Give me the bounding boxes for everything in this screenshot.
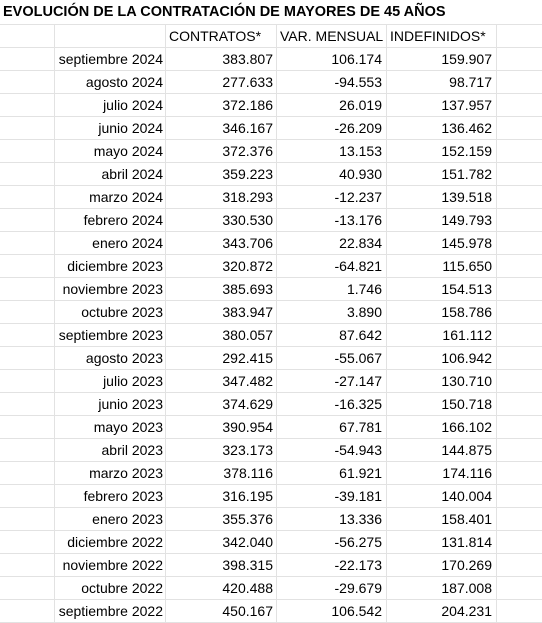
- row-cell-empty[interactable]: [0, 71, 55, 93]
- var-mensual-cell[interactable]: -54.943: [277, 439, 387, 461]
- month-cell[interactable]: diciembre 2022: [55, 531, 166, 553]
- indefinidos-cell[interactable]: 161.112: [387, 324, 497, 346]
- var-mensual-cell[interactable]: -16.325: [277, 393, 387, 415]
- row-cell-extra[interactable]: [497, 255, 542, 277]
- row-cell-extra[interactable]: [497, 48, 542, 70]
- month-cell[interactable]: septiembre 2022: [55, 600, 166, 622]
- var-mensual-cell[interactable]: 106.174: [277, 48, 387, 70]
- var-mensual-cell[interactable]: 26.019: [277, 94, 387, 116]
- indefinidos-cell[interactable]: 115.650: [387, 255, 497, 277]
- row-cell-extra[interactable]: [497, 71, 542, 93]
- row-cell-empty[interactable]: [0, 485, 55, 507]
- table-row: [0, 301, 542, 324]
- var-mensual-cell[interactable]: -39.181: [277, 485, 387, 507]
- row-cell-extra[interactable]: [497, 94, 542, 116]
- contratos-cell[interactable]: 359.223: [166, 163, 277, 185]
- row-cell-extra[interactable]: [497, 600, 542, 622]
- month-cell[interactable]: mayo 2023: [55, 416, 166, 438]
- contratos-cell[interactable]: 390.954: [166, 416, 277, 438]
- row-cell-empty[interactable]: [0, 324, 55, 346]
- indefinidos-cell[interactable]: 154.513: [387, 278, 497, 300]
- indefinidos-cell[interactable]: 136.462: [387, 117, 497, 139]
- sheet-title[interactable]: EVOLUCIÓN DE LA CONTRATACIÓN DE MAYORES DE 45 AÑOS: [0, 0, 542, 25]
- header-cell-month[interactable]: [55, 25, 166, 47]
- month-cell[interactable]: noviembre 2022: [55, 554, 166, 576]
- contratos-cell[interactable]: 347.482: [166, 370, 277, 392]
- indefinidos-cell[interactable]: 158.401: [387, 508, 497, 530]
- row-cell-empty[interactable]: [0, 577, 55, 599]
- indefinidos-cell[interactable]: 159.907: [387, 48, 497, 70]
- contratos-cell[interactable]: 330.530: [166, 209, 277, 231]
- indefinidos-cell[interactable]: 174.116: [387, 462, 497, 484]
- header-cell-empty[interactable]: [0, 25, 55, 47]
- row-cell-empty[interactable]: [0, 462, 55, 484]
- row-cell-empty[interactable]: [0, 209, 55, 231]
- contratos-cell[interactable]: 343.706: [166, 232, 277, 254]
- contratos-cell[interactable]: 398.315: [166, 554, 277, 576]
- indefinidos-cell[interactable]: 106.942: [387, 347, 497, 369]
- contratos-cell[interactable]: 450.167: [166, 600, 277, 622]
- row-cell-empty[interactable]: [0, 531, 55, 553]
- indefinidos-cell[interactable]: 166.102: [387, 416, 497, 438]
- header-cell-var-mensual[interactable]: VAR. MENSUAL: [277, 25, 387, 47]
- month-cell[interactable]: enero 2023: [55, 508, 166, 530]
- row-cell-extra[interactable]: [497, 485, 542, 507]
- month-cell[interactable]: enero 2024: [55, 232, 166, 254]
- month-cell[interactable]: octubre 2022: [55, 577, 166, 599]
- month-cell[interactable]: abril 2024: [55, 163, 166, 185]
- var-mensual-cell[interactable]: 40.930: [277, 163, 387, 185]
- row-cell-empty[interactable]: [0, 347, 55, 369]
- var-mensual-cell[interactable]: 61.921: [277, 462, 387, 484]
- month-cell[interactable]: marzo 2024: [55, 186, 166, 208]
- indefinidos-cell[interactable]: 140.004: [387, 485, 497, 507]
- row-cell-extra[interactable]: [497, 531, 542, 553]
- contratos-cell[interactable]: 346.167: [166, 117, 277, 139]
- var-mensual-cell[interactable]: -27.147: [277, 370, 387, 392]
- month-cell[interactable]: diciembre 2023: [55, 255, 166, 277]
- row-cell-extra[interactable]: [497, 278, 542, 300]
- contratos-cell[interactable]: 318.293: [166, 186, 277, 208]
- var-mensual-cell[interactable]: 22.834: [277, 232, 387, 254]
- header-cell-contratos[interactable]: CONTRATOS*: [166, 25, 277, 47]
- contratos-cell[interactable]: 277.633: [166, 71, 277, 93]
- contratos-cell[interactable]: 374.629: [166, 393, 277, 415]
- row-cell-empty[interactable]: [0, 186, 55, 208]
- var-mensual-cell[interactable]: 3.890: [277, 301, 387, 323]
- month-cell[interactable]: junio 2023: [55, 393, 166, 415]
- contratos-cell[interactable]: 316.195: [166, 485, 277, 507]
- table-row: [0, 255, 542, 278]
- contratos-cell[interactable]: 385.693: [166, 278, 277, 300]
- row-cell-extra[interactable]: [497, 232, 542, 254]
- table-row: [0, 117, 542, 140]
- table-row: [0, 416, 542, 439]
- indefinidos-cell[interactable]: 139.518: [387, 186, 497, 208]
- row-cell-empty[interactable]: [0, 508, 55, 530]
- indefinidos-cell[interactable]: 151.782: [387, 163, 497, 185]
- row-cell-empty[interactable]: [0, 600, 55, 622]
- contratos-cell[interactable]: 342.040: [166, 531, 277, 553]
- month-cell[interactable]: agosto 2024: [55, 71, 166, 93]
- row-cell-empty[interactable]: [0, 278, 55, 300]
- row-cell-empty[interactable]: [0, 370, 55, 392]
- indefinidos-cell[interactable]: 131.814: [387, 531, 497, 553]
- var-mensual-cell[interactable]: 67.781: [277, 416, 387, 438]
- row-cell-empty[interactable]: [0, 140, 55, 162]
- row-cell-empty[interactable]: [0, 301, 55, 323]
- table-row: [0, 48, 542, 71]
- var-mensual-cell[interactable]: 13.153: [277, 140, 387, 162]
- table-row: [0, 485, 542, 508]
- var-mensual-cell[interactable]: -56.275: [277, 531, 387, 553]
- month-cell[interactable]: febrero 2024: [55, 209, 166, 231]
- table-row: [0, 186, 542, 209]
- indefinidos-cell[interactable]: 187.008: [387, 577, 497, 599]
- var-mensual-cell[interactable]: -64.821: [277, 255, 387, 277]
- header-row: [0, 25, 542, 48]
- row-cell-extra[interactable]: [497, 439, 542, 461]
- table-row: [0, 370, 542, 393]
- table-row: [0, 140, 542, 163]
- table-row: [0, 163, 542, 186]
- row-cell-extra[interactable]: [497, 301, 542, 323]
- contratos-cell[interactable]: 420.488: [166, 577, 277, 599]
- row-cell-empty[interactable]: [0, 163, 55, 185]
- indefinidos-cell[interactable]: 144.875: [387, 439, 497, 461]
- month-cell[interactable]: noviembre 2023: [55, 278, 166, 300]
- indefinidos-cell[interactable]: 204.231: [387, 600, 497, 622]
- contratos-cell[interactable]: 383.807: [166, 48, 277, 70]
- var-mensual-cell[interactable]: -22.173: [277, 554, 387, 576]
- row-cell-extra[interactable]: [497, 462, 542, 484]
- table-row: [0, 600, 542, 623]
- row-cell-empty[interactable]: [0, 117, 55, 139]
- indefinidos-cell[interactable]: 130.710: [387, 370, 497, 392]
- month-cell[interactable]: septiembre 2023: [55, 324, 166, 346]
- row-cell-extra[interactable]: [497, 416, 542, 438]
- row-cell-extra[interactable]: [497, 186, 542, 208]
- row-cell-extra[interactable]: [497, 370, 542, 392]
- indefinidos-cell[interactable]: 145.978: [387, 232, 497, 254]
- row-cell-extra[interactable]: [497, 163, 542, 185]
- table-row: [0, 462, 542, 485]
- row-cell-empty[interactable]: [0, 393, 55, 415]
- header-cell-indefinidos[interactable]: INDEFINIDOS*: [387, 25, 497, 47]
- row-cell-empty[interactable]: [0, 439, 55, 461]
- var-mensual-cell[interactable]: -29.679: [277, 577, 387, 599]
- month-cell[interactable]: mayo 2024: [55, 140, 166, 162]
- month-cell[interactable]: julio 2024: [55, 94, 166, 116]
- month-cell[interactable]: septiembre 2024: [55, 48, 166, 70]
- indefinidos-cell[interactable]: 158.786: [387, 301, 497, 323]
- row-cell-extra[interactable]: [497, 347, 542, 369]
- month-cell[interactable]: agosto 2023: [55, 347, 166, 369]
- var-mensual-cell[interactable]: -26.209: [277, 117, 387, 139]
- table-row: [0, 531, 542, 554]
- row-cell-extra[interactable]: [497, 140, 542, 162]
- var-mensual-cell[interactable]: 106.542: [277, 600, 387, 622]
- indefinidos-cell[interactable]: 149.793: [387, 209, 497, 231]
- table-row: [0, 324, 542, 347]
- row-cell-extra[interactable]: [497, 577, 542, 599]
- row-cell-empty[interactable]: [0, 416, 55, 438]
- month-cell[interactable]: febrero 2023: [55, 485, 166, 507]
- month-cell[interactable]: octubre 2023: [55, 301, 166, 323]
- indefinidos-cell[interactable]: 98.717: [387, 71, 497, 93]
- contratos-cell[interactable]: 378.116: [166, 462, 277, 484]
- contratos-cell[interactable]: 372.376: [166, 140, 277, 162]
- row-cell-empty[interactable]: [0, 94, 55, 116]
- table-row: [0, 278, 542, 301]
- indefinidos-cell[interactable]: 152.159: [387, 140, 497, 162]
- contratos-cell[interactable]: 320.872: [166, 255, 277, 277]
- row-cell-empty[interactable]: [0, 232, 55, 254]
- contratos-cell[interactable]: 372.186: [166, 94, 277, 116]
- row-cell-empty[interactable]: [0, 48, 55, 70]
- month-cell[interactable]: junio 2024: [55, 117, 166, 139]
- var-mensual-cell[interactable]: -12.237: [277, 186, 387, 208]
- table-row: [0, 232, 542, 255]
- row-cell-extra[interactable]: [497, 209, 542, 231]
- table-row: [0, 71, 542, 94]
- var-mensual-cell[interactable]: 1.746: [277, 278, 387, 300]
- table-row: [0, 439, 542, 462]
- indefinidos-cell[interactable]: 150.718: [387, 393, 497, 415]
- table-row: [0, 577, 542, 600]
- row-cell-extra[interactable]: [497, 508, 542, 530]
- var-mensual-cell[interactable]: 13.336: [277, 508, 387, 530]
- table-row: [0, 554, 542, 577]
- var-mensual-cell[interactable]: -94.553: [277, 71, 387, 93]
- contratos-cell[interactable]: 323.173: [166, 439, 277, 461]
- indefinidos-cell[interactable]: 137.957: [387, 94, 497, 116]
- table-row: [0, 393, 542, 416]
- contratos-cell[interactable]: 355.376: [166, 508, 277, 530]
- var-mensual-cell[interactable]: 87.642: [277, 324, 387, 346]
- month-cell[interactable]: julio 2023: [55, 370, 166, 392]
- contratos-cell[interactable]: 380.057: [166, 324, 277, 346]
- row-cell-empty[interactable]: [0, 255, 55, 277]
- month-cell[interactable]: abril 2023: [55, 439, 166, 461]
- indefinidos-cell[interactable]: 170.269: [387, 554, 497, 576]
- row-cell-empty[interactable]: [0, 554, 55, 576]
- table-row: [0, 347, 542, 370]
- table-row: [0, 209, 542, 232]
- contratos-cell[interactable]: 292.415: [166, 347, 277, 369]
- contratos-cell[interactable]: 383.947: [166, 301, 277, 323]
- var-mensual-cell[interactable]: -13.176: [277, 209, 387, 231]
- table-row: [0, 94, 542, 117]
- data-rows: [0, 48, 542, 623]
- row-cell-extra[interactable]: [497, 554, 542, 576]
- month-cell[interactable]: marzo 2023: [55, 462, 166, 484]
- row-cell-extra[interactable]: [497, 117, 542, 139]
- table-row: [0, 508, 542, 531]
- row-cell-extra[interactable]: [497, 393, 542, 415]
- var-mensual-cell[interactable]: -55.067: [277, 347, 387, 369]
- header-cell-extra[interactable]: [497, 25, 542, 47]
- row-cell-extra[interactable]: [497, 324, 542, 346]
- data-grid: [0, 25, 542, 623]
